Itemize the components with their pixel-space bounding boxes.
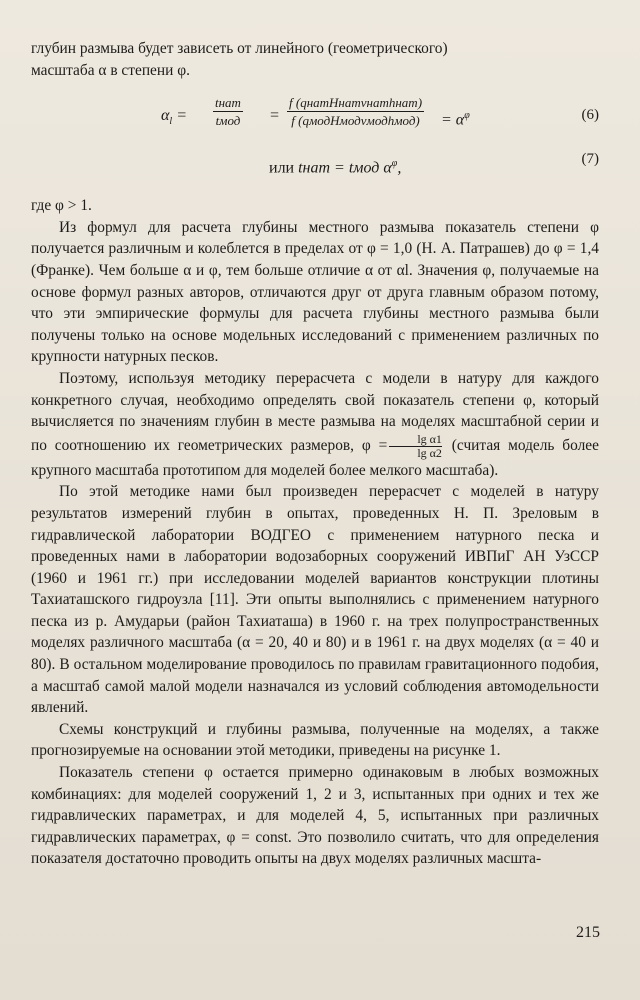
paragraph-2: Поэтому, используя методику перерасчета с модели в натуру для каждого конкретного случая, необходимо определять свой показатель степени φ, который вычисляется по значениям глубин в месте размыва на моделях масштабной серии и по соотношению их геометрических размеров, φ = $\frac{\text{lg α1}}{\text{lg α2}}$ (считая модель более крупного масштаба прототипом для моделей более мелкого масштаба).	[31, 369, 599, 479]
formula-6-fraction-1: tнат tмод	[215, 95, 241, 129]
formula-6-rhs: = $\alpha^\varphi$	[441, 110, 470, 129]
paragraph-4: Схемы конструкций и глубины размыва, полученные на моделях, а также прогнозируемые на основании этой методики, приведены на рисунке 1.	[31, 720, 599, 760]
formula-7-label: (7)	[581, 151, 599, 168]
where-line: где φ > 1.	[31, 197, 92, 215]
formula-7-body: или tнат = tмод $\alpha^\varphi$,	[269, 158, 402, 177]
paragraph-5: Показатель степени φ остается примерно одинаковым в любых возможных комбинациях: для моделей сооружений 1, 2 и 3, испытанных при одних и тех же гидравлических параметрах, и для моделей 4, 5, испытанных при различных гидравлических параметрах, φ = const. Это позволило считать, что для определения показателя достаточно проводить опыты на двух моделях различных масшта-	[31, 764, 599, 868]
formula-6	[31, 87, 599, 149]
inline-formula-after: (считая модель более крупного масштаба прототипом для моделей более мелкого масштаба).	[31, 436, 599, 479]
paragraph-3: По этой методике нами был произведен перерасчет с моделей в натуру результатов измерений глубин в опытах, проведенных Н. П. Зреловым в гидравлической лаборатории ВОДГЕО с применением натурного песка и проведенных нами в лаборатории водозаборных сооружений ИВПиГ АН УзССР (1960 и 1961 гг.) при исследовании моделей вариантов конструкции плотины Тахиаташского гидроузла [11]. Эти опыты выполнялись с применением натурного песка из р. Амударьи (район Тахиаташа) в 1960 г. на трех полупространственных моделях различного масштаба (α = 20, 40 и 80) и в 1961 г. на двух моделях (α = 40 и 80). В остальном моделирование проводилось по правилам гравитационного подобия, а масштаб самой малой модели назначался из условий соблюдения автомодельности явлений.	[31, 483, 599, 717]
formula-6-fraction-2: f (qнатHнатvнатhнат) f (qмодHмодvмодhмод)	[289, 95, 423, 129]
intro-line-1: глубин размыва будет зависеть от линейного (геометрического)	[31, 40, 448, 57]
inline-formula-fraction: $\frac{\text{lg α1}}{\text{lg α2}}$	[389, 433, 442, 460]
paragraph-1: Из формул для расчета глубины местного размыва показатель степени φ получается различным и колеблется в пределах от φ = 1,0 (Н. А. Патрашев) до φ = 1,4 (Франке). Чем больше α и φ, тем больше отличие α от αl. Значения φ, получаемые на основе формул разных авторов, отличаются друг от друга главным образом потому, что эти эмпирические формулы для расчета глубины местного размыва были получены только на основе модельных исследований с применением различных по крупности натурных песков.	[31, 218, 599, 366]
formula-6-lhs: $\alpha_l$ =	[161, 107, 187, 128]
formula-6-equals: =	[269, 107, 280, 125]
intro-line-2: масштаба α в степени φ.	[31, 61, 190, 79]
inline-formula-lhs: φ =	[361, 436, 388, 454]
formula-7	[31, 149, 599, 185]
page-text	[31, 38, 599, 870]
page-number: 215	[576, 924, 600, 941]
formula-6-label: (6)	[581, 107, 599, 124]
